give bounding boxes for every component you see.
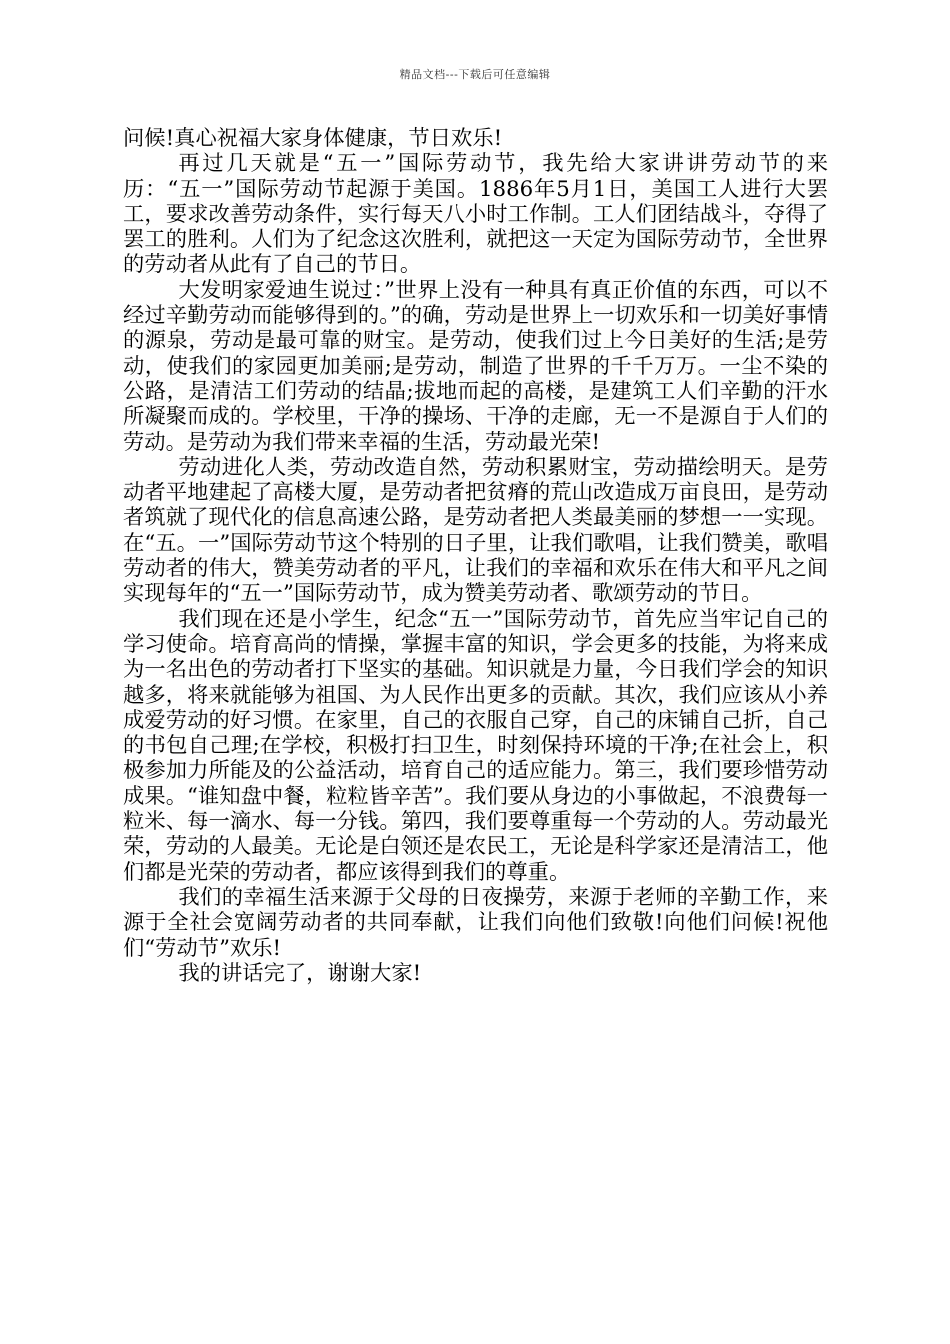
paragraph-edison-quote: 大发明家爱迪生说过：”世界上没有一种具有真正价值的东西，可以不经过辛勤劳动而能够得到的。”的确，劳动是世界上一切欢乐和一切美好事情的源泉，劳动是最可靠的财宝。是劳动，使我们过上今日美好的生活;是劳动，使我们的家园更加美丽;是劳动，制造了世界的千千万万。一尘不染的公路，是清洁工们劳动的结晶;拔地而起的高楼，是建筑工人们辛勤的汗水所凝聚而成的。学校里，干净的操场、干净的走廊，无一不是源自于人们的劳动。是劳动为我们带来幸福的生活，劳动最光荣! xyxy=(123,277,828,455)
paragraph-labor-day-origin: 再过几天就是“五一”国际劳动节，我先给大家讲讲劳动节的来历：“五一”国际劳动节起源于美国。1886年5月1日，美国工人进行大罢工，要求改善劳动条件，实行每天八小时工作制。工人们团结战斗，夺得了罢工的胜利。人们为了纪念这次胜利，就把这一天定为国际劳动节，全世界的劳动者从此有了自己的节日。 xyxy=(123,151,828,278)
paragraph-gratitude: 我们的幸福生活来源于父母的日夜操劳，来源于老师的辛勤工作，来源于全社会宽阔劳动者的共同奉献，让我们向他们致敬!向他们问候!祝他们“劳动节”欢乐! xyxy=(123,884,828,961)
page-header: 精品文档---下载后可任意编辑 xyxy=(399,68,551,81)
speech-body xyxy=(123,126,828,986)
paragraph-student-duties: 我们现在还是小学生，纪念“五一”国际劳动节，首先应当牢记自己的学习使命。培育高尚的情操，掌握丰富的知识，学会更多的技能，为将来成为一名出色的劳动者打下坚实的基础。知识就是力量，今日我们学会的知识越多，将来就能够为祖国、为人民作出更多的贡献。其次，我们应该从小养成爱劳动的好习惯。在家里，自己的衣服自己穿，自己的床铺自己折，自己的书包自己理;在学校，积极打扫卫生，时刻保持环境的干净;在社会上，积极参加力所能及的公益活动，培育自己的适应能力。第三，我们要珍惜劳动成果。“谁知盘中餐，粒粒皆辛苦”。我们要从身边的小事做起，不浪费每一粒米、每一滴水、每一分钱。第四，我们要尊重每一个劳动的人。劳动最光荣，劳动的人最美。无论是白领还是农民工，无论是科学家还是清洁工，他们都是光荣的劳动者，都应该得到我们的尊重。 xyxy=(123,606,828,885)
paragraph-greeting-continuation: 问候!真心祝福大家身体健康，节日欢乐! xyxy=(123,126,503,151)
paragraph-labor-evolution: 劳动进化人类，劳动改造自然，劳动积累财宝，劳动描绘明天。是劳动者平地建起了高楼大厦，是劳动者把贫瘠的荒山改造成万亩良田，是劳动者筑就了现代化的信息高速公路，是劳动者把人类最美丽的梦想一一实现。在“五。一”国际劳动节这个特别的日子里，让我们歌唱，让我们赞美，歌唱劳动者的伟大，赞美劳动者的平凡，让我们的幸福和欢乐在伟大和平凡之间实现每年的“五一”国际劳动节，成为赞美劳动者、歌颂劳动的节日。 xyxy=(123,454,828,607)
paragraph-closing: 我的讲话完了，谢谢大家! xyxy=(178,960,422,986)
